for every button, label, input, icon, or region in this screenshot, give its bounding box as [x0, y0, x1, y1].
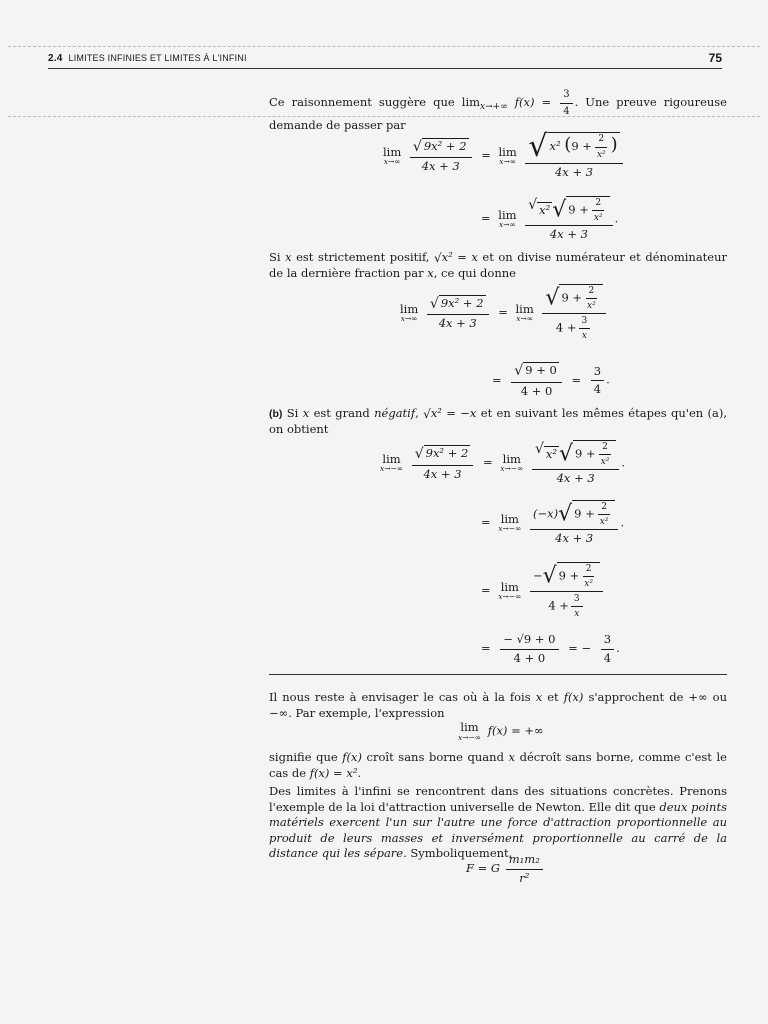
rhs-fraction-3: −√ 9 + $\frac{2}{\text{x²}}$ 4 + $\frac{3}{x}$ — [530, 562, 603, 621]
paragraph-negative-case: (b) Si x est grand négatif, √x² = −x et en suivant les mêmes étapes qu'en (a), on obtient — [269, 406, 728, 437]
equation-4 — [458, 722, 544, 741]
p1-lim-sub: x→+∞ — [480, 102, 508, 112]
rhs-fraction-2: (−x)√ 9 + $\frac{2}{\text{x²}}$ 4x + 3 — [530, 500, 618, 547]
paragraph-positive-case: Si x est strictement positif, √x² = x et on divise numérateur et dénominateur de la dernière fraction par x, ce qui donne — [269, 250, 728, 281]
scan-top-dashed-line — [8, 46, 760, 47]
positive-condition: x² = x — [441, 250, 478, 264]
section-number: 2.4 — [48, 53, 63, 64]
p1-text-after: . Une preuve rigoureuse demande de passer par — [269, 95, 727, 132]
p1-text: Ce raisonnement suggère que lim — [269, 95, 481, 109]
equation-1-line-2: = lim x→∞ √ x²√ 9 + $\frac{2}{\text{x²}}$ 4x + 3 . — [481, 197, 619, 242]
paragraph-infinite-limits: Il nous reste à envisager le cas où à la fois x et f(x) s'approchent de +∞ ou −∞. Par exemple, l'expression — [269, 690, 727, 720]
equation-3-line-1: lim x→−∞ $\frac{\text{√ 9x² + 2}}{4x + 3}$ = lim x→−∞ √ x²√ 9 + $\frac{2}{\text{x²}}$ 4x + 3 . — [380, 441, 625, 486]
section-divider — [269, 674, 727, 675]
section-title: LIMITES INFINIES ET LIMITES À L'INFINI — [68, 53, 247, 63]
result-value: $\frac{3}{4}$ — [591, 364, 604, 398]
part-b-label: (b) — [269, 408, 283, 420]
lhs-fraction: $\frac{\text{√ 9x² + 2}}{4x + 3}$ — [427, 295, 489, 332]
rhs-fraction: √ x² (9 + $\frac{2}{\text{x²}}$ ) 4x + 3 — [525, 132, 622, 181]
newton-fraction: $\frac{\text{m₁m₂}}{\text{r²}}$ — [506, 852, 543, 886]
paragraph-intro — [269, 88, 727, 134]
equation-3-line-2: = lim x→−∞ (−x)√ 9 + $\frac{2}{\text{x²}}$ 4x + 3 . — [481, 501, 625, 546]
p1-frac-den: 4 — [563, 105, 570, 117]
result-fraction: $\frac{√ 9 + 0}{4 + 0}$ — [511, 362, 562, 399]
rhs-fraction: √ x²√ 9 + $\frac{2}{\text{x²}}$ 4x + 3 — [532, 440, 619, 487]
result-fraction: $\frac{- √9 + 0}{4 + 0}$ — [500, 632, 558, 666]
lim-operator: lim x→∞ — [400, 301, 419, 324]
equation-3-line-3: = lim x→−∞ −√ 9 + $\frac{2}{\text{x²}}$ 4 + $\frac{3}{x}$ — [481, 562, 605, 621]
paragraph-newton: Des limites à l'infini se rencontrent dans des situations concrètes. Prenons l'exemple de la loi d'attraction universelle de Newton. Elle dit que deux points matériels exercent l'un sur l'autre une force d'attraction proportionnelle au produit de leurs masses et inversément proportionnelle au carré de la distance qui les sépare. Symboliquement, — [269, 784, 727, 861]
lhs-fraction: $\frac{\text{√ 9x² + 2}}{4x + 3}$ — [410, 138, 472, 175]
p1-fx: f(x) = — [507, 95, 559, 109]
negative-condition: x² = −x — [430, 406, 477, 420]
limit-expression: f(x) = +∞ — [487, 723, 544, 738]
equation-newton: F = G $\frac{\text{m₁m₂}}{\text{r²}}$ — [466, 852, 545, 886]
equals-sign: = — [481, 148, 491, 163]
section-heading — [48, 52, 247, 66]
newton-law-statement: deux points matériels exercent l'un sur l'autre une force d'attraction proportionnelle au produit de leurs masses et inversément proportionnelle au carré de la distance qui les sépare — [269, 799, 727, 861]
lim-operator: lim x→∞ — [383, 144, 402, 167]
lim-operator: lim x→∞ — [498, 207, 517, 230]
lim-operator: lim x→∞ — [498, 144, 517, 167]
p1-fraction — [560, 88, 572, 118]
lim-operator: lim x→−∞ — [458, 720, 482, 742]
lim-operator: lim x→−∞ — [380, 451, 404, 474]
lim-operator: lim x→∞ — [515, 301, 534, 324]
result-value: $\frac{3}{4}$ — [601, 632, 614, 666]
lim-operator: lim x→−∞ — [498, 511, 522, 534]
p1-frac-num: 3 — [560, 88, 572, 104]
page-number: 75 — [708, 51, 722, 65]
equation-1-line-1 — [383, 129, 625, 181]
equation-2-line-2: = $\frac{√ 9 + 0}{4 + 0}$ = $\frac{3}{4}$ . — [492, 363, 610, 398]
equation-3-line-4: = $\frac{- √9 + 0}{4 + 0}$ = − $\frac{3}{4}$ . — [481, 632, 620, 665]
lim-operator: lim x→−∞ — [500, 451, 524, 474]
running-header — [48, 50, 722, 69]
lim-operator: lim x→−∞ — [498, 579, 522, 602]
rhs-fraction: √ 9 + $\frac{2}{\text{x²}}$ 4 + $\frac{3}{x}$ — [542, 284, 605, 343]
lhs-fraction: $\frac{\text{√ 9x² + 2}}{4x + 3}$ — [412, 445, 474, 482]
paragraph-meaning: signifie que f(x) croît sans borne quand x décroît sans borne, comme c'est le cas de f(x) = x². — [269, 750, 727, 780]
rhs-fraction-2: √ x²√ 9 + $\frac{2}{\text{x²}}$ 4x + 3 — [525, 196, 612, 243]
equation-2-line-1: lim x→∞ $\frac{\text{√ 9x² + 2}}{4x + 3}$ = lim x→∞ √ 9 + $\frac{2}{\text{x²}}$ 4 + $\frac{3}{x}$ — [400, 284, 608, 343]
